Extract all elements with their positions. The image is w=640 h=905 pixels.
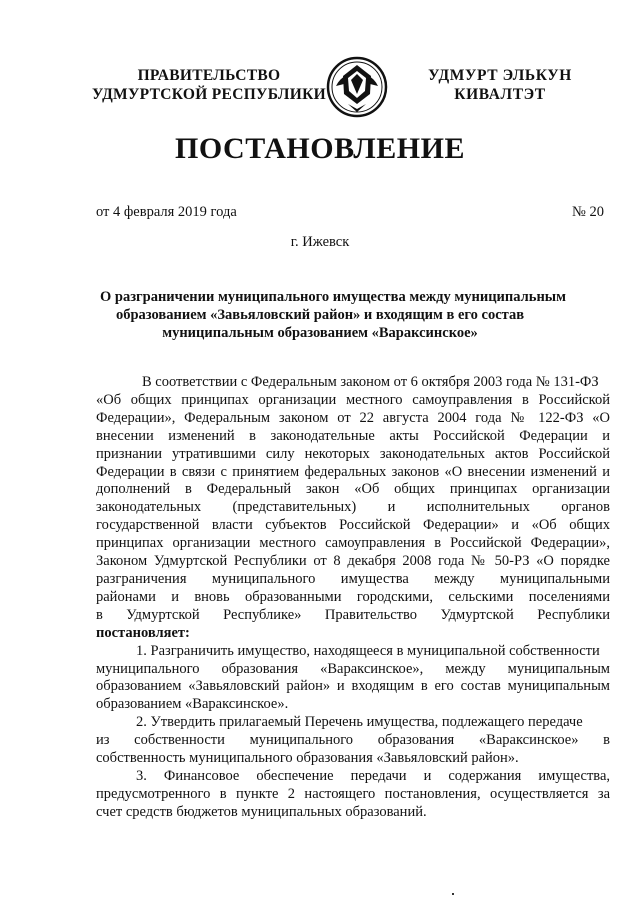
issuer-name-udmurt: [420, 66, 580, 104]
document-heading: [100, 288, 567, 342]
issuer-udmurt-line-2: КИВАЛТЭТ: [454, 86, 546, 103]
issuer-name-russian: [84, 66, 334, 104]
body-line: из собственности муниципального образования «Вараксинское» в: [96, 732, 610, 749]
document-date: от 4 февраля 2019 года: [96, 204, 237, 220]
body-line: Федерации», Федеральным законом от 22 августа 2004 года № 122-ФЗ «О: [96, 409, 610, 426]
body-line: разграничения муниципального имущества между муниципальными: [96, 570, 610, 587]
body-line: законодательных (представительных) и исполнительных органов: [96, 499, 610, 516]
body-line: Законом Удмуртской Республики от 8 декабря 2008 года № 50-РЗ «О порядке: [96, 553, 610, 570]
heading-line: О разграничении муниципального имущества между муниципальным: [100, 289, 567, 305]
issuer-udmurt-line-1: УДМУРТ ЭЛЬКУН: [428, 67, 572, 84]
document-city: г. Ижевск: [290, 234, 350, 250]
document-body: [96, 374, 610, 822]
body-line: образованием «Завьяловский район» и входящим в его состав муниципальным: [96, 678, 610, 695]
body-line: муниципального образования «Вараксинское», между муниципальным: [96, 660, 610, 677]
body-line: образованием «Вараксинское».: [96, 696, 289, 713]
document-type-title: ПОСТАНОВЛЕНИЕ: [175, 132, 465, 165]
body-line: признании утратившими силу некоторых законодательных актов Российской: [96, 445, 610, 462]
document-number: № 20: [572, 204, 604, 220]
body-line: районами и вновь образованными городскими, сельскими поселениями: [96, 588, 610, 605]
body-line: принципах организации местного самоуправления в Российской Федерации»,: [96, 535, 610, 552]
body-line: 3. Финансовое обеспечение передачи и содержания имущества,: [136, 767, 610, 784]
body-line: счет средств бюджетов муниципальных образований.: [96, 803, 427, 820]
scan-speck: [452, 893, 454, 895]
body-line: государственной власти субъектов Российской Федерации» и «Об общих: [96, 517, 610, 534]
body-line: собственность муниципального образования «Завьяловский район».: [96, 750, 519, 767]
issuer-line-2: УДМУРТСКОЙ РЕСПУБЛИКИ: [91, 86, 326, 103]
heading-line: муниципальным образованием «Вараксинское»: [162, 325, 478, 341]
body-line: «Об общих принципах организации местного самоуправления в Российской: [96, 391, 610, 408]
body-line: предусмотренного в пункте 2 настоящего постановления, осуществляется за: [96, 785, 610, 802]
body-line: внесении изменений в законодательные акты Российской Федерации и: [96, 427, 610, 444]
body-line: 2. Утвердить прилагаемый Перечень имущества, подлежащего передаче: [136, 714, 583, 731]
body-line: Федерации в связи с принятием федеральных законов «О внесении изменений и: [96, 463, 610, 480]
body-line-resolves: постановляет:: [96, 624, 190, 641]
body-line: В соответствии с Федеральным законом от 6 октября 2003 года № 131-ФЗ: [142, 374, 599, 390]
udmurtia-coat-of-arms-icon: [326, 56, 388, 118]
heading-line: образованием «Завьяловский район» и входящим в его состав: [115, 307, 525, 323]
body-line: дополнений в Федеральный закон «Об общих принципах организации: [96, 481, 610, 498]
body-line: 1. Разграничить имущество, находящееся в муниципальной собственности: [136, 642, 600, 659]
issuer-line-1: ПРАВИТЕЛЬСТВО: [137, 67, 281, 84]
body-line: в Удмуртской Республике» Правительство Удмуртской Республики: [96, 606, 610, 623]
